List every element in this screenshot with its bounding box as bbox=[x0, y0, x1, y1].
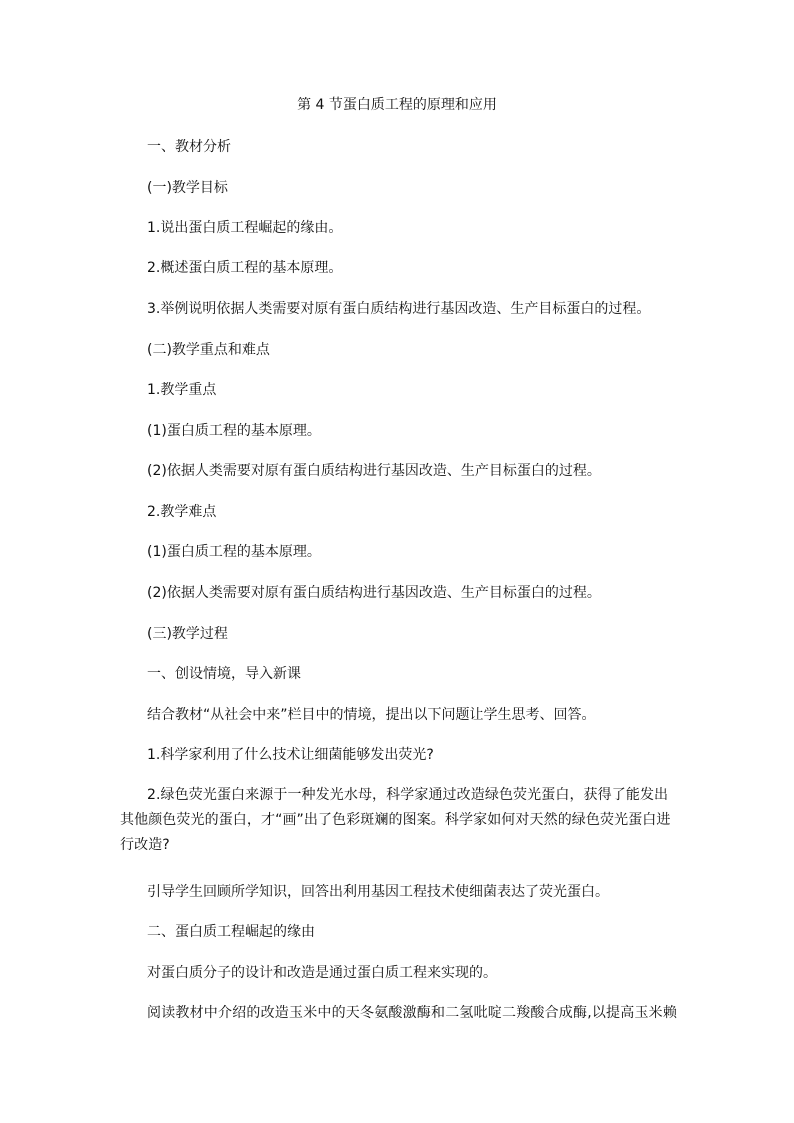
key-point-1: (1)蛋白质工程的基本原理。 bbox=[147, 423, 321, 439]
section-heading-textbook-analysis: 一、教材分析 bbox=[147, 139, 231, 155]
question-1: 1.科学家利用了什么技术让细菌能够发出荧光? bbox=[147, 747, 434, 763]
difficulties-label: 2.教学难点 bbox=[147, 504, 217, 520]
document-title: 第 4 节蛋白质工程的原理和应用 bbox=[297, 97, 497, 113]
subheading-teaching-goals: (一)教学目标 bbox=[147, 180, 228, 196]
subheading-key-points: (二)教学重点和难点 bbox=[147, 342, 270, 358]
difficulty-1: (1)蛋白质工程的基本原理。 bbox=[147, 544, 321, 560]
origin-paragraph: 对蛋白质分子的设计和改造是通过蛋白质工程来实现的。 bbox=[147, 965, 497, 981]
section-heading-origin: 二、蛋白质工程崛起的缘由 bbox=[147, 924, 315, 940]
question-2: 2.绿色荧光蛋白来源于一种发光水母，科学家通过改造绿色荧光蛋白，获得了能发出其他颜色荧光的蛋白，才“画”出了色彩斑斓的图案。科学家如何对天然的绿色荧光蛋白进行改造? bbox=[120, 787, 671, 853]
key-points-label: 1.教学重点 bbox=[147, 382, 217, 398]
goal-item-1: 1.说出蛋白质工程崛起的缘由。 bbox=[147, 220, 343, 236]
key-point-2: (2)依据人类需要对原有蛋白质结构进行基因改造、生产目标蛋白的过程。 bbox=[147, 463, 601, 479]
section-heading-introduction: 一、创设情境，导入新课 bbox=[147, 666, 301, 682]
intro-paragraph: 结合教材“从社会中来”栏目中的情境，提出以下问题让学生思考、回答。 bbox=[147, 707, 596, 723]
subheading-teaching-process: (三)教学过程 bbox=[147, 626, 228, 642]
goal-item-2: 2.概述蛋白质工程的基本原理。 bbox=[147, 260, 343, 276]
reading-paragraph: 阅读教材中介绍的改造玉米中的天冬氨酸激酶和二氢吡啶二羧酸合成酶,以提高玉米赖 bbox=[147, 1005, 678, 1021]
goal-item-3: 3.举例说明依据人类需要对原有蛋白质结构进行基因改造、生产目标蛋白的过程。 bbox=[147, 301, 651, 317]
difficulty-2: (2)依据人类需要对原有蛋白质结构进行基因改造、生产目标蛋白的过程。 bbox=[147, 585, 601, 601]
guide-paragraph: 引导学生回顾所学知识，回答出利用基因工程技术使细菌表达了荧光蛋白。 bbox=[147, 884, 609, 900]
